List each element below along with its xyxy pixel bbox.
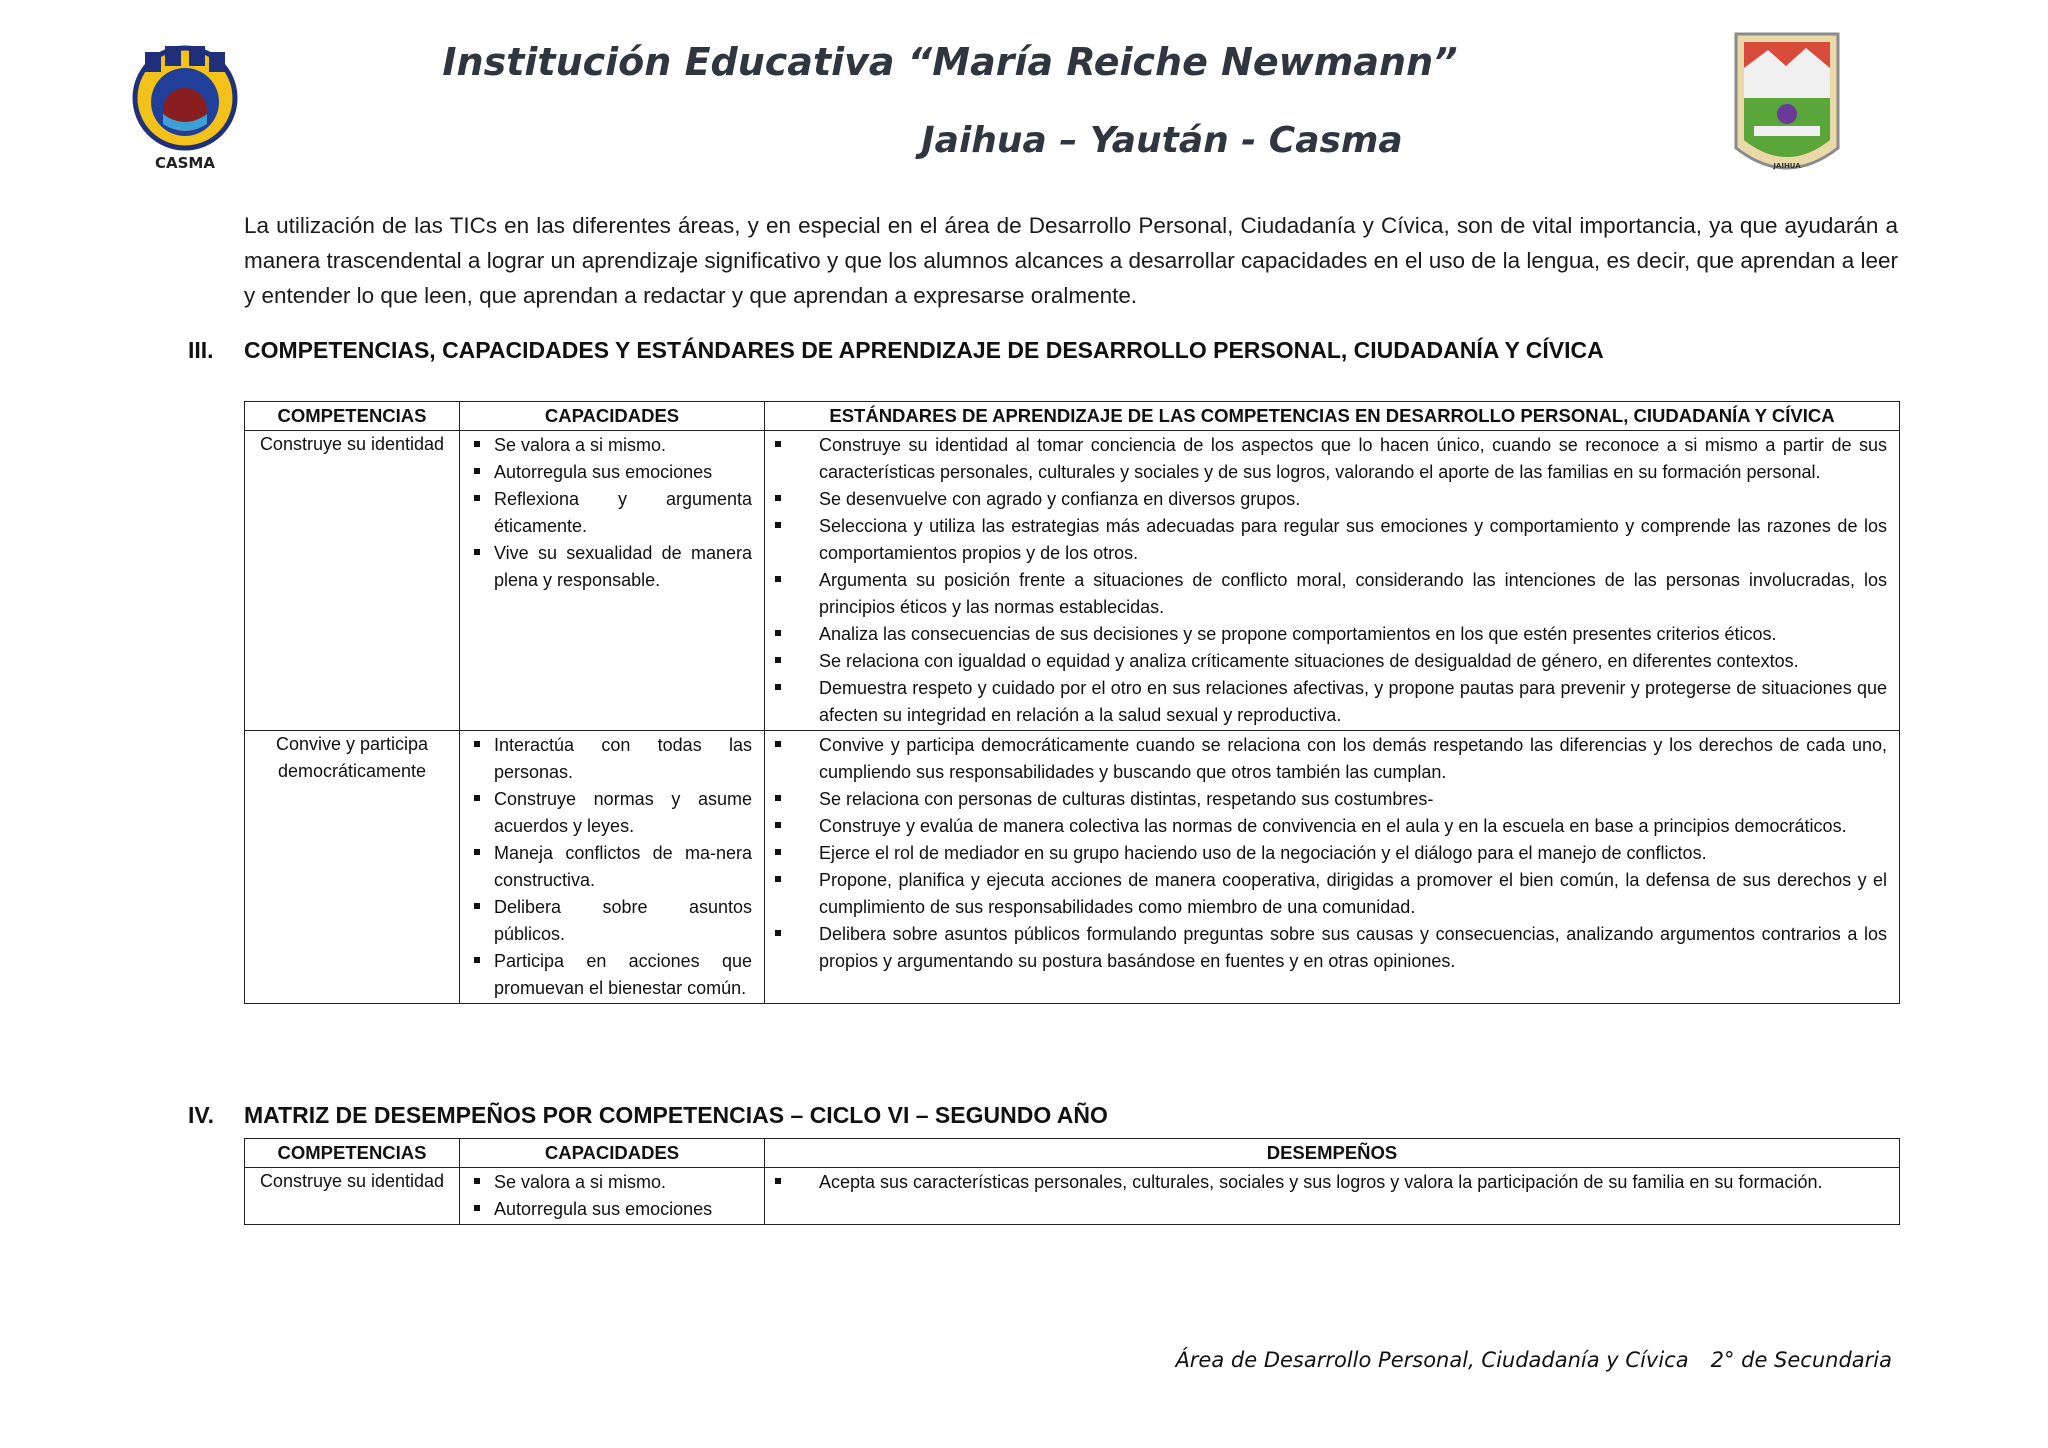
page-footer <box>1175 1348 1892 1372</box>
section-4-heading <box>188 1102 1108 1129</box>
list-item: Se relaciona con igualdad o equidad y analiza críticamente situaciones de desigualdad de género, en diferentes contextos. <box>773 648 1887 675</box>
list-item: Analiza las consecuencias de sus decisiones y se propone comportamientos en los que estén presentes criterios éticos. <box>773 621 1887 648</box>
table-header-row <box>245 402 1900 431</box>
institution-location <box>0 120 1900 161</box>
header-estandares: ESTÁNDARES DE APRENDIZAJE DE LAS COMPETENCIAS EN DESARROLLO PERSONAL, CIUDADANÍA Y CÍVICA <box>765 402 1900 431</box>
section-4-number: IV. <box>188 1102 215 1128</box>
table-header-row <box>245 1139 1900 1168</box>
list-item: Construye y evalúa de manera colectiva las normas de convivencia en el aula y en la escuela en base a principios democráticos. <box>773 813 1887 840</box>
competencias-table <box>244 401 1900 1004</box>
list-item: Acepta sus características personales, culturales, sociales y sus logros y valora la participación de su familia en su formación. <box>773 1169 1887 1196</box>
section-4-title: MATRIZ DE DESEMPEÑOS POR COMPETENCIAS – CICLO VI – SEGUNDO AÑO <box>244 1102 1108 1128</box>
list-item: Delibera sobre asuntos públicos formulando preguntas sobre sus causas y consecuencias, analizando argumentos contrarios a los propios y argumentando su postura basándose en fuentes y en otras opiniones. <box>773 921 1887 975</box>
school-crest-caption: JAIHUA <box>1773 162 1801 170</box>
list-item: Participa en acciones que promuevan el bienestar común. <box>470 948 752 1002</box>
estandares-cell <box>765 731 1900 1004</box>
header-capacidades: CAPACIDADES <box>460 402 765 431</box>
competencia-cell: Construye su identidad <box>245 431 460 731</box>
list-item: Reflexiona y argumenta éticamente. <box>470 486 752 540</box>
table-row <box>245 431 1900 731</box>
list-item: Maneja conflictos de ma-nera constructiva. <box>470 840 752 894</box>
header-capacidades: CAPACIDADES <box>460 1139 765 1168</box>
footer-area: Área de Desarrollo Personal, Ciudadanía y Cívica <box>1175 1348 1689 1372</box>
header-desempenos: DESEMPEÑOS <box>765 1139 1900 1168</box>
list-item: Autorregula sus emociones <box>470 459 752 486</box>
location-text: Jaihua – Yaután - Casma <box>921 120 1403 161</box>
list-item: Construye normas y asume acuerdos y leyes. <box>470 786 752 840</box>
footer-grade: 2° de Secundaria <box>1710 1348 1892 1372</box>
list-item: Se desenvuelve con agrado y confianza en diversos grupos. <box>773 486 1887 513</box>
capacidades-cell <box>460 431 765 731</box>
capacidades-cell <box>460 1168 765 1225</box>
intro-paragraph: La utilización de las TICs en las diferentes áreas, y en especial en el área de Desarrollo Personal, Ciudadanía y Cívica, son de vital importancia, ya que ayudarán a manera trascendental a lograr un aprendizaje significativo y que los alumnos alcances a desarrollar capacidades en el uso de la lengua, es decir, que aprendan a leer y entender lo que leen, que aprendan a redactar y que aprendan a expresarse oralmente. <box>244 213 1898 308</box>
competencia-cell: Construye su identidad <box>245 1168 460 1225</box>
list-item: Vive su sexualidad de manera plena y responsable. <box>470 540 752 594</box>
list-item: Convive y participa democráticamente cuando se relaciona con los demás respetando las diferencias y los derechos de cada uno, cumpliendo sus responsabilidades y buscando que otros también las cumplan. <box>773 732 1887 786</box>
estandares-cell <box>765 431 1900 731</box>
section-3-number: III. <box>188 337 214 363</box>
list-item: Propone, planifica y ejecuta acciones de manera cooperativa, dirigidas a promover el bien común, la defensa de sus derechos y el cumplimiento de sus responsabilidades como miembro de una comunidad. <box>773 867 1887 921</box>
list-item: Demuestra respeto y cuidado por el otro en sus relaciones afectivas, y propone pautas para prevenir y protegerse de situaciones que afecten su integridad en relación a la salud sexual y reproductiva. <box>773 675 1887 729</box>
school-crest-logo <box>1728 28 1846 186</box>
competencia-cell: Convive y participa democráticamente <box>245 731 460 1004</box>
list-item: Delibera sobre asuntos públicos. <box>470 894 752 948</box>
list-item: Se valora a si mismo. <box>470 432 752 459</box>
ugel-logo-caption: CASMA <box>155 154 215 172</box>
list-item: Argumenta su posición frente a situaciones de conflicto moral, considerando las intenciones de las personas involucradas, los principios éticos y las normas establecidas. <box>773 567 1887 621</box>
list-item: Autorregula sus emociones <box>470 1196 752 1223</box>
list-item: Ejerce el rol de mediador en su grupo haciendo uso de la negociación y el diálogo para el manejo de conflictos. <box>773 840 1887 867</box>
header-competencias: COMPETENCIAS <box>245 402 460 431</box>
desempenos-cell <box>765 1168 1900 1225</box>
table-row <box>245 731 1900 1004</box>
institution-title: Institución Educativa “María Reiche Newmann” <box>442 40 1458 84</box>
section-3-heading <box>188 337 1604 364</box>
table-row <box>245 1168 1900 1225</box>
capacidades-cell <box>460 731 765 1004</box>
header-competencias: COMPETENCIAS <box>245 1139 460 1168</box>
list-item: Selecciona y utiliza las estrategias más adecuadas para regular sus emociones y comportamiento y comprende las razones de los comportamientos propios y de los otros. <box>773 513 1887 567</box>
list-item: Se valora a si mismo. <box>470 1169 752 1196</box>
list-item: Se relaciona con personas de culturas distintas, respetando sus costumbres- <box>773 786 1887 813</box>
list-item: Interactúa con todas las personas. <box>470 732 752 786</box>
desempenos-table <box>244 1138 1900 1225</box>
section-3-title: COMPETENCIAS, CAPACIDADES Y ESTÁNDARES DE APRENDIZAJE DE DESARROLLO PERSONAL, CIUDADANÍA Y CÍVICA <box>244 337 1604 363</box>
list-item: Construye su identidad al tomar conciencia de los aspectos que lo hacen único, cuando se reconoce a si mismo a partir de sus características personales, culturales y sociales y de sus logros, valorando el aporte de las familias en su formación personal. <box>773 432 1887 486</box>
